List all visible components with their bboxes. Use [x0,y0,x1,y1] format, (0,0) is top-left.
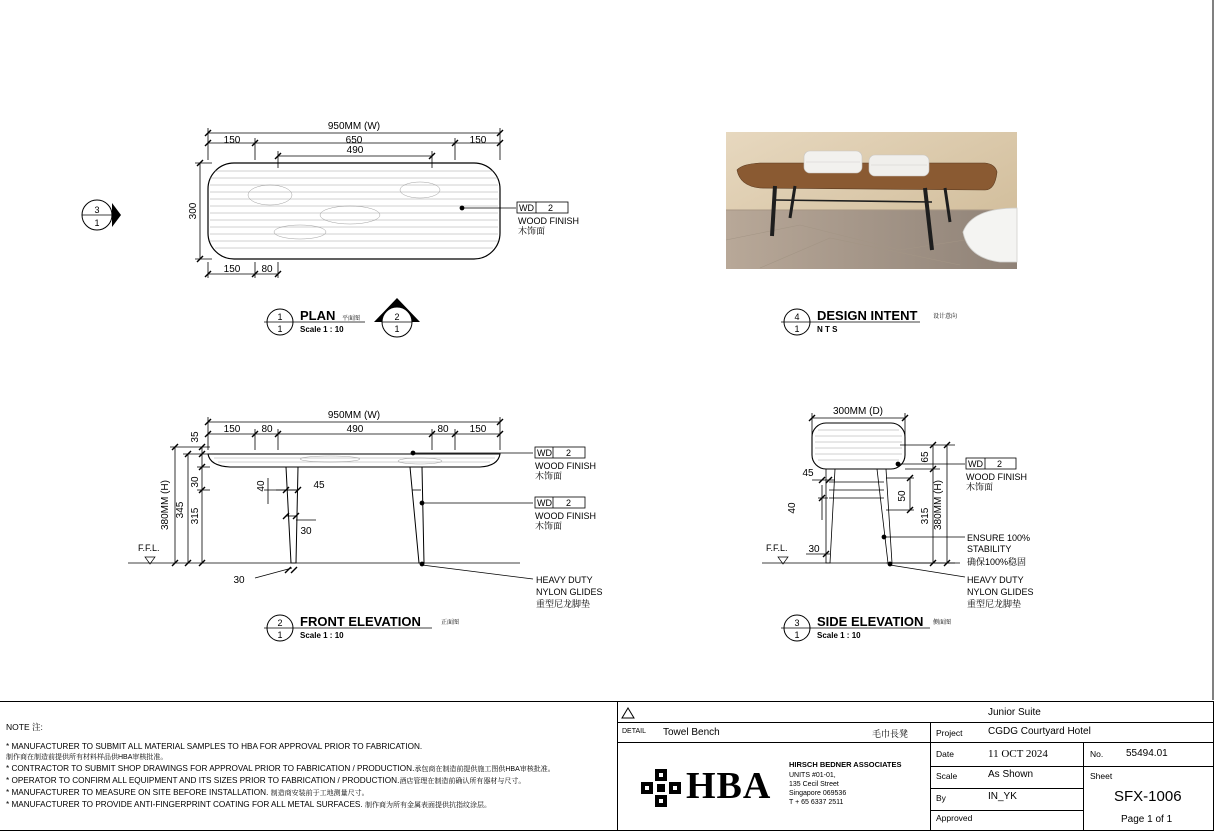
tb-row-3 [930,766,1213,767]
design-intent-title: DESIGN INTENT [817,308,918,323]
plan-dim-inner: 490 [346,145,364,156]
design-intent-title-num: 4 [794,312,800,322]
front-dim-345: 345 [175,501,186,519]
section-marker-front-sheet: 1 [394,324,400,334]
note-4-en: * MANUFACTURER TO MEASURE ON SITE BEFORE INSTALLATION. [6,788,269,797]
plan-dim-top-left: 150 [223,135,241,146]
plan-texts [188,121,579,275]
plan-dim-top-right: 150 [469,135,487,146]
side-finish-cn: 木饰面 [966,482,994,492]
front-title-num: 2 [277,618,283,628]
side-stability-cn: 确保100%稳固 [967,557,1027,567]
plan-finish-code: WD [519,203,534,213]
hba-logo-text: HBA [686,765,772,807]
note-5-cn: 制作商为所有金属表面提供抗指纹涂层。 [364,802,491,809]
front-scale: Scale 1 : 10 [300,631,344,640]
tb-no-label: No. [1090,749,1104,759]
side-scale: Scale 1 : 10 [817,631,861,640]
front-finish2-num: 2 [566,498,572,508]
front-dim-1: 150 [223,424,241,435]
front-dim-total: 950MM (W) [327,410,381,421]
side-dim-50: 50 [897,490,908,502]
tb-addr2: 135 Cecil Street [789,781,839,788]
tb-by-label: By [936,793,946,803]
tb-date-label: Date [936,749,954,759]
front-dim-30a: 30 [300,526,312,537]
side-stability-en2: STABILITY [967,544,1012,554]
note-3-cn: 酒店管理在制造前确认所有器材与尺寸。 [399,778,526,785]
tb-phone: T + 65 6337 2511 [789,799,844,806]
plan-finish-en: WOOD FINISH [518,216,579,226]
side-glide-en2: NYLON GLIDES [967,587,1034,597]
front-dim-40: 40 [256,480,267,492]
tb-no: 55494.01 [1126,748,1168,759]
tb-project-label: Project [936,728,963,738]
front-finish1-code: WD [537,448,552,458]
tb-row-2 [617,742,1213,743]
side-dim-45: 45 [802,468,814,479]
plan-dim-total: 950MM (W) [327,121,381,132]
section-marker-side [82,200,121,230]
tb-company: HIRSCH BEDNER ASSOCIATES [789,760,902,769]
front-dim-2: 80 [261,424,273,435]
side-glide-en1: HEAVY DUTY [967,575,1024,585]
front-dim-45: 45 [313,480,325,491]
design-intent-scale: N T S [817,325,838,334]
plan-finish-num: 2 [548,203,554,213]
tb-detail-label: DETAIL [622,728,646,735]
tb-addr3: Singapore 069536 [789,790,847,797]
front-glide-en1: HEAVY DUTY [536,575,593,585]
side-dim-315: 315 [920,507,931,525]
note-line-1-cn [6,752,611,763]
design-intent-title-cn: 设计意向 [933,314,958,320]
tb-approved-label: Approved [936,813,973,823]
side-title-sheet: 1 [794,630,800,640]
plan-dim-top-mid: 650 [345,135,363,146]
side-dim-65: 65 [920,451,931,463]
side-stability-en1: ENSURE 100% [967,533,1031,543]
tb-sheet-label: Sheet [1090,771,1113,781]
tb-page: Page 1 of 1 [1121,814,1173,825]
side-title: SIDE ELEVATION [817,614,924,629]
section-marker-side-num: 3 [94,205,100,215]
tb-detail: Towel Bench [663,727,720,738]
front-dim-5: 150 [469,424,487,435]
tb-addr1: UNITS #01-01, [789,772,836,779]
side-elevation-texts [766,406,1034,609]
plan-title-sheet: 1 [277,324,283,334]
notes-header: NOTE 注: [6,722,43,732]
note-line-3 [6,775,611,787]
tb-scale: As Shown [988,769,1034,780]
side-dim-30: 30 [808,544,820,555]
note-4-cn: 制造商安装前于工地测量尺寸。 [270,790,369,797]
tb-project: CGDG Courtyard Hotel [988,726,1091,737]
side-dim-40: 40 [787,502,798,514]
revision-triangle-icon [621,707,635,719]
tb-col-1 [930,722,931,830]
tb-row-4 [930,788,1083,789]
note-line-2 [6,763,611,775]
note-5-en: * MANUFACTURER TO PROVIDE ANTI-FINGERPRINT COATING FOR ALL METAL SURFACES. [6,800,363,809]
tb-col-2 [1083,742,1084,830]
front-dim-30-vert: 30 [190,476,201,488]
design-intent-title-sheet: 1 [794,324,800,334]
tb-sheet: SFX-1006 [1114,788,1182,805]
side-finish-en: WOOD FINISH [966,472,1027,482]
tb-scale-label: Scale [936,771,958,781]
front-title-sheet: 1 [277,630,283,640]
front-finish2-cn: 木饰面 [535,521,563,531]
front-dim-height: 380MM (H) [160,479,171,531]
front-elevation-title-block [264,614,459,641]
tb-date: 11 OCT 2024 [988,748,1048,760]
note-line-5 [6,799,611,811]
notes-section [6,722,611,811]
side-title-num: 3 [794,618,800,628]
plan-dim-depth: 300 [188,202,199,220]
side-dim-depth: 300MM (D) [832,406,884,417]
front-dim-315: 315 [190,507,201,525]
note-3-en: * OPERATOR TO CONFIRM ALL EQUIPMENT AND ITS SIZES PRIOR TO FABRICATION / PRODUCTION. [6,776,400,785]
tb-detail-cn: 毛巾長凳 [872,729,909,739]
tb-by: IN_YK [988,791,1017,802]
plan-dim-bottom-mid: 80 [261,264,273,275]
side-elevation-title-block [781,614,951,641]
section-marker-side-sheet: 1 [94,218,100,228]
plan-scale: Scale 1 : 10 [300,325,344,334]
note-1-en: * MANUFACTURER TO SUBMIT ALL MATERIAL SAMPLES TO HBA FOR APPROVAL PRIOR TO FABRICATION. [6,742,423,751]
front-finish1-num: 2 [566,448,572,458]
front-dim-30b: 30 [233,575,245,586]
plan-title: PLAN [300,308,336,323]
note-line-4 [6,787,611,799]
front-dim-35: 35 [190,431,201,443]
hba-logo-mark-icon [640,768,682,808]
design-intent-title-block [781,308,957,335]
plan-view [195,128,568,278]
front-ffl: F.F.L. [138,543,160,553]
side-dim-height: 380MM (H) [933,479,944,531]
side-title-cn: 侧面图 [933,620,952,626]
section-marker-front [374,298,420,337]
front-title-cn: 正面图 [441,620,460,626]
side-glide-cn: 重型尼龙脚垫 [967,599,1022,609]
side-finish-num: 2 [997,459,1003,469]
note-2-en: * CONTRACTOR TO SUBMIT SHOP DRAWINGS FOR APPROVAL PRIOR TO FABRICATION / PRODUCTION. [6,764,415,773]
front-dim-3: 490 [346,424,364,435]
note-2-cn: 承包商在制造前提供施工图供HBA审核批准。 [414,766,555,773]
tb-row-5 [930,810,1083,811]
note-1-cn: 制作商在制造前提供所有材料样品供HBA审核批准。 [6,754,168,761]
section-marker-front-num: 2 [394,312,400,322]
tb-room: Junior Suite [988,707,1041,718]
plan-dim-bottom-left: 150 [223,264,241,275]
side-finish-code: WD [968,459,983,469]
note-line-1 [6,741,611,752]
plan-title-num: 1 [277,312,283,322]
front-finish1-cn: 木饰面 [535,471,563,481]
title-block [0,701,1214,831]
design-intent-photo [726,132,1017,269]
plan-title-block [264,308,365,335]
tb-row-1 [617,722,1213,723]
front-finish1-en: WOOD FINISH [535,461,596,471]
side-ffl: F.F.L. [766,543,788,553]
front-title: FRONT ELEVATION [300,614,421,629]
plan-finish-cn: 木饰面 [518,226,546,236]
front-glide-cn: 重型尼龙脚垫 [536,599,591,609]
front-dim-4: 80 [437,424,449,435]
front-finish2-code: WD [537,498,552,508]
front-glide-en2: NYLON GLIDES [536,587,603,597]
front-finish2-en: WOOD FINISH [535,511,596,521]
plan-title-cn: 平面图 [342,316,361,322]
